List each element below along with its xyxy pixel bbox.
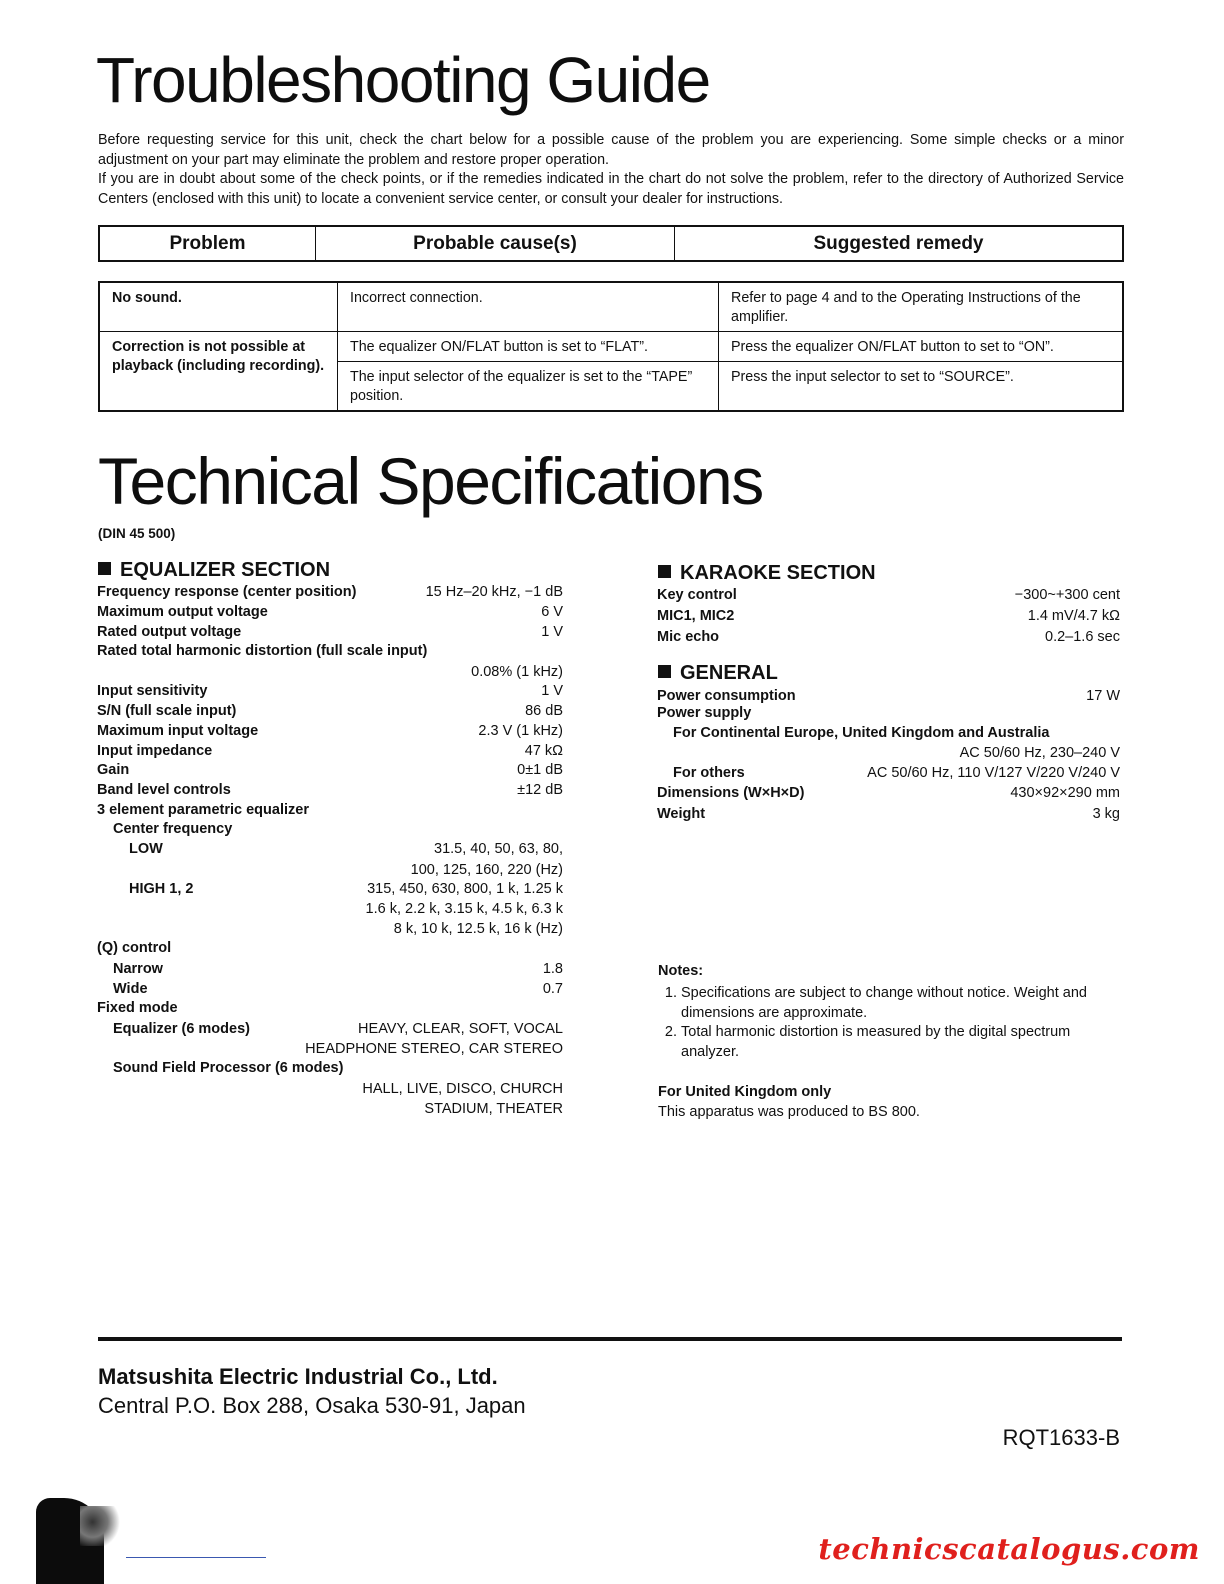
spec-label: Sound Field Processor (6 modes) [113, 1060, 344, 1076]
spec-row [97, 641, 563, 661]
table-row [99, 282, 1123, 332]
uk-text: This apparatus was produced to BS 800. [658, 1103, 920, 1120]
spec-label: Power consumption [657, 688, 796, 704]
spec-value: 0.2–1.6 sec [1045, 629, 1120, 645]
karaoke-heading-text: KARAOKE SECTION [680, 562, 876, 584]
problem-cell: No sound. [99, 282, 338, 332]
specifications-title: Technical Specifications [98, 444, 763, 518]
spec-value: 15 Hz–20 kHz, −1 dB [425, 584, 563, 600]
document-code: RQT1633-B [1002, 1425, 1120, 1450]
spec-label: For others [673, 765, 745, 781]
spec-row [97, 602, 563, 622]
cause-cell: The input selector of the equalizer is set to the “TAPE” position. [338, 362, 719, 412]
list-item: 2. Total harmonic distortion is measured by the digital spectrum analyzer. [681, 1023, 1128, 1063]
spec-value: 1.8 [542, 961, 563, 977]
spec-label: S/N (full scale input) [97, 703, 237, 719]
spec-row [657, 606, 1120, 626]
spec-label: Frequency response (center position) [97, 584, 357, 600]
spec-label: (Q) control [97, 940, 172, 956]
spec-row [97, 879, 563, 899]
bullet-square-icon [658, 565, 671, 578]
karaoke-heading [658, 562, 876, 585]
spec-value: HALL, LIVE, DISCO, CHURCH [362, 1081, 563, 1097]
spec-row [97, 938, 563, 958]
spec-value: 17 W [1086, 688, 1120, 704]
cause-cell: Incorrect connection. [338, 282, 719, 332]
spec-row [97, 1019, 563, 1039]
spec-row [97, 701, 563, 721]
spec-row [97, 1058, 563, 1078]
troubleshooting-title: Troubleshooting Guide [96, 44, 710, 116]
spec-value: 0.08% (1 kHz) [471, 664, 563, 680]
spec-row [97, 860, 563, 880]
spec-label: Maximum input voltage [97, 723, 259, 739]
spec-value: AC 50/60 Hz, 230–240 V [959, 745, 1120, 761]
spec-row [657, 804, 1120, 824]
spec-label: Dimensions (W×H×D) [657, 785, 805, 801]
din-standard: (DIN 45 500) [98, 526, 176, 541]
spec-value: 430×92×290 mm [1010, 785, 1120, 801]
spec-value: 2.3 V (1 kHz) [478, 723, 563, 739]
spec-value: 1 V [541, 683, 563, 699]
troubleshooting-header [98, 225, 1124, 262]
spec-row [97, 919, 563, 939]
spec-value: 100, 125, 160, 220 (Hz) [410, 862, 563, 878]
table-row [99, 332, 1123, 362]
spec-row [97, 741, 563, 761]
spec-row [97, 622, 563, 642]
spec-value: AC 50/60 Hz, 110 V/127 V/220 V/240 V [867, 765, 1120, 781]
spec-label: Mic echo [657, 629, 720, 645]
remedy-cell: Refer to page 4 and to the Operating Instructions of the amplifier. [719, 282, 1124, 332]
intro-paragraph-2: If you are in doubt about some of the check points, or if the remedies indicated in the chart do not solve the problem, refer to the directory of Authorized Service Centers (enclosed with this unit) to locate a convenient service center, or consult your dealer for instructions. [98, 171, 1124, 207]
spec-value: 315, 450, 630, 800, 1 k, 1.25 k [367, 881, 563, 897]
spec-row [657, 743, 1120, 763]
spec-label: Fixed mode [97, 1000, 178, 1016]
list-item: 1. Specifications are subject to change without notice. Weight and dimensions are approximate. [681, 984, 1128, 1024]
spec-label: Weight [657, 806, 706, 822]
spec-row [97, 1079, 563, 1099]
spec-row [657, 627, 1120, 647]
spec-value: 3 kg [1092, 806, 1120, 822]
spec-label: 3 element parametric equalizer [97, 802, 309, 818]
notes-heading: Notes: [658, 963, 704, 979]
spec-label: Gain [97, 762, 130, 778]
scan-line [126, 1557, 266, 1558]
notes [658, 962, 1128, 1123]
spec-label: HIGH 1, 2 [129, 881, 194, 897]
spec-value: 31.5, 40, 50, 63, 80, [434, 841, 563, 857]
spec-value: 0±1 dB [517, 762, 563, 778]
spec-value: HEADPHONE STEREO, CAR STEREO [305, 1041, 563, 1057]
spec-label: Band level controls [97, 782, 231, 798]
spec-row [97, 681, 563, 701]
spec-row [97, 662, 563, 682]
header-problem: Problem [169, 232, 246, 254]
spec-value: 1.6 k, 2.2 k, 3.15 k, 4.5 k, 6.3 k [365, 901, 563, 917]
spec-label: LOW [129, 841, 163, 857]
spec-row [97, 721, 563, 741]
spec-row [97, 1039, 563, 1059]
spec-row [657, 723, 1120, 743]
spec-value: 1.4 mV/4.7 kΩ [1027, 608, 1120, 624]
spec-value: HEAVY, CLEAR, SOFT, VOCAL [358, 1021, 563, 1037]
spec-row [657, 783, 1120, 803]
spec-label: Narrow [113, 961, 163, 977]
header-cause: Probable cause(s) [316, 226, 675, 261]
spec-row [97, 582, 563, 602]
scan-artifact [80, 1506, 122, 1546]
spec-label: Power supply [657, 705, 752, 721]
footer-divider [98, 1337, 1122, 1341]
equalizer-heading [98, 559, 330, 582]
problem-cell: Correction is not possible at playback (including recording). [99, 332, 338, 412]
company-name: Matsushita Electric Industrial Co., Ltd. [98, 1364, 498, 1389]
spec-row [657, 763, 1120, 783]
uk-heading: For United Kingdom only [658, 1083, 832, 1100]
remedy-cell: Press the equalizer ON/FLAT button to set to “ON”. [719, 332, 1124, 362]
spec-value: 1 V [541, 624, 563, 640]
header-remedy: Suggested remedy [675, 226, 1124, 261]
spec-row [97, 959, 563, 979]
spec-label: Input sensitivity [97, 683, 208, 699]
troubleshooting-table [98, 281, 1124, 412]
watermark: technicscatalogus.com [818, 1532, 1200, 1566]
spec-row [97, 979, 563, 999]
spec-row [657, 585, 1120, 605]
intro-text [98, 131, 1124, 209]
spec-label: MIC1, MIC2 [657, 608, 735, 624]
general-heading-text: GENERAL [680, 662, 778, 684]
spec-label: Rated total harmonic distortion (full scale input) [97, 643, 428, 659]
bullet-square-icon [98, 562, 111, 575]
spec-label: Wide [113, 981, 148, 997]
spec-row [97, 800, 563, 820]
spec-label: For Continental Europe, United Kingdom and Australia [673, 725, 1050, 741]
spec-label: Center frequency [113, 821, 233, 837]
spec-row [97, 998, 563, 1018]
spec-label: Input impedance [97, 743, 213, 759]
company-address: Central P.O. Box 288, Osaka 530-91, Japan [98, 1393, 526, 1418]
intro-paragraph-1: Before requesting service for this unit, check the chart below for a possible cause of the problem you are experiencing. Some simple checks or a minor adjustment on your part may eliminate the problem and restore proper operation. [98, 132, 1124, 168]
spec-value: 6 V [541, 604, 563, 620]
cause-cell: The equalizer ON/FLAT button is set to “FLAT”. [338, 332, 719, 362]
spec-value: 47 kΩ [524, 743, 563, 759]
spec-label: Rated output voltage [97, 624, 242, 640]
general-heading [658, 662, 778, 685]
spec-row [97, 760, 563, 780]
spec-row [97, 1099, 563, 1119]
equalizer-heading-text: EQUALIZER SECTION [120, 559, 331, 581]
spec-value: STADIUM, THEATER [424, 1101, 563, 1117]
spec-value: −300~+300 cent [1014, 587, 1120, 603]
spec-label: Equalizer (6 modes) [113, 1021, 250, 1037]
bullet-square-icon [658, 665, 671, 678]
spec-value: 86 dB [525, 703, 563, 719]
spec-row [97, 839, 563, 859]
spec-value: 0.7 [542, 981, 563, 997]
spec-row [97, 780, 563, 800]
spec-label: Key control [657, 587, 737, 603]
notes-list [658, 984, 1128, 1063]
spec-row [657, 703, 1120, 723]
spec-row [97, 899, 563, 919]
spec-value: ±12 dB [517, 782, 563, 798]
spec-row [97, 819, 563, 839]
spec-label: Maximum output voltage [97, 604, 268, 620]
remedy-cell: Press the input selector to set to “SOURCE”. [719, 362, 1124, 412]
spec-value: 8 k, 10 k, 12.5 k, 16 k (Hz) [393, 921, 563, 937]
